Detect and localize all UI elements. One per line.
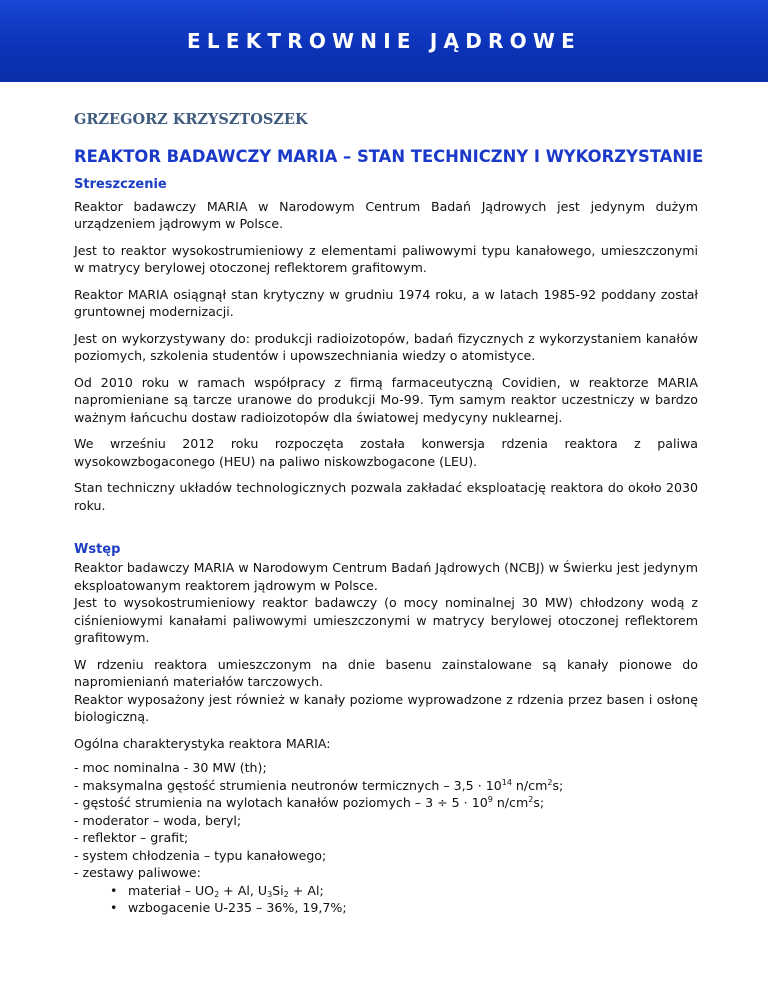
spec-flux-max-unit-exp: 2 <box>547 777 553 787</box>
header-title: ELEKTROWNIE JĄDROWE <box>187 29 581 53</box>
fuel-material-sub: 2 <box>283 889 289 899</box>
spec-moderator: - moderator – woda, beryl; <box>74 812 242 828</box>
spec-flux-ch-unit-exp: 2 <box>528 795 534 805</box>
author-name: GRZEGORZ KRZYSZTOSZEK <box>74 111 308 128</box>
spec-list <box>74 759 698 882</box>
spec-flux-ch-unit: n/cm <box>492 795 529 811</box>
spec-flux-max-exp: 14 <box>501 777 512 787</box>
spec-flux-max-text: - maksymalna gęstość strumienia neutronów termicznych – 3,5 · 10 <box>74 777 502 793</box>
abstract-paragraph: Od 2010 roku w ramach współpracy z firmą farmaceutyczną Covidien, w reaktorze MARIA napromieniane są tarcze uranowe do produkcji Mo-99. Tym samym reaktor uczestniczy w bardzo ważnym łańcuchu dostaw radioizotopów dla światowej medycyny nuklearnej. <box>74 374 698 425</box>
intro-paragraph: Ogólna charakterystyka reaktora MARIA: <box>74 735 331 751</box>
spec-cooling: - system chłodzenia – typu kanałowego; <box>74 847 327 863</box>
spec-flux-ch-text: - gęstość strumienia na wylotach kanałów poziomych – 3 ÷ 5 · 10 <box>74 795 488 811</box>
abstract-paragraph: Reaktor badawczy MARIA w Narodowym Centrum Badań Jądrowych jest jedynym dużym urządzeniem jądrowym w Polsce. <box>74 198 698 232</box>
abstract-heading: Streszczenie <box>74 177 167 193</box>
fuel-material-sub: 2 <box>214 889 220 899</box>
spec-fuel: - zestawy paliwowe: <box>74 865 201 881</box>
spec-reflector: - reflektor – grafit; <box>74 830 189 846</box>
fuel-enrichment: • wzbogacenie U-235 – 36%, 19,7%; <box>110 899 698 917</box>
fuel-material-suffix: + Al; <box>288 882 324 898</box>
spec-flux-max-suffix: s; <box>552 777 564 793</box>
article <box>74 111 704 917</box>
intro-paragraph: Jest to wysokostrumieniowy reaktor badawczy (o mocy nominalnej 30 MW) chłodzony wodą z ciśnieniowymi kanałami paliwowymi umieszczonymi w matrycy berylowej otoczonej reflektorem grafitowym. <box>74 595 698 646</box>
intro-paragraph: Reaktor wyposażony jest również w kanały poziome wyprowadzone z rdzenia przez basen i osłonę biologiczną. <box>74 691 698 725</box>
abstract-paragraph: Jest to reaktor wysokostrumieniowy z elementami paliwowymi typu kanałowego, umieszczonymi w matrycy berylowej otoczonej reflektorem grafitowym. <box>74 242 698 276</box>
intro-paragraph: W rdzeniu reaktora umieszczonym na dnie basenu zainstalowane są kanały pionowe do napromienianń materiałów tarczowych. <box>74 656 698 690</box>
abstract-paragraph: We wrześniu 2012 roku rozpoczęta została konwersja rdzenia reaktora z paliwa wysokowzbogaconego (HEU) na paliwo niskowzbogacone (LEU). <box>74 436 698 469</box>
fuel-material-text: materiał – UO <box>128 882 215 898</box>
fuel-material <box>110 882 698 900</box>
spec-flux-ch-suffix: s; <box>533 795 545 811</box>
fuel-sublist <box>110 882 698 917</box>
spec-flux-max <box>74 777 698 795</box>
abstract-paragraph: Reaktor MARIA osiągnął stan krytyczny w grudniu 1974 roku, a w latach 1985-92 poddany został gruntownej modernizacji. <box>74 286 698 320</box>
intro-heading: Wstęp <box>74 542 121 558</box>
spec-power: - moc nominalna - 30 MW (th); <box>74 760 267 776</box>
fuel-material-mid: + Al, U <box>219 882 268 898</box>
article-title: REAKTOR BADAWCZY MARIA – STAN TECHNICZNY I WYKORZYSTANIE <box>74 147 704 167</box>
fuel-material-sub: 3 <box>267 889 273 899</box>
fuel-material-si: Si <box>272 882 284 898</box>
header-banner <box>0 0 768 82</box>
intro-paragraph: Reaktor badawczy MARIA w Narodowym Centrum Badań Jądrowych (NCBJ) w Świerku jest jedynym eksploatowanym reaktorem jądrowym w Polsce. <box>74 560 698 593</box>
abstract-paragraph: Stan techniczny układów technologicznych pozwala zakładać eksploatację reaktora do około 2030 roku. <box>74 480 698 513</box>
spec-flux-ch-exp: 9 <box>487 795 493 805</box>
spec-flux-channels <box>74 794 698 812</box>
spec-flux-max-unit: n/cm <box>511 777 548 793</box>
abstract-paragraph: Jest on wykorzystywany do: produkcji radioizotopów, badań fizycznych z wykorzystaniem kanałów poziomych, szkolenia studentów i upowszechniania wiedzy o atomistyce. <box>74 330 698 364</box>
